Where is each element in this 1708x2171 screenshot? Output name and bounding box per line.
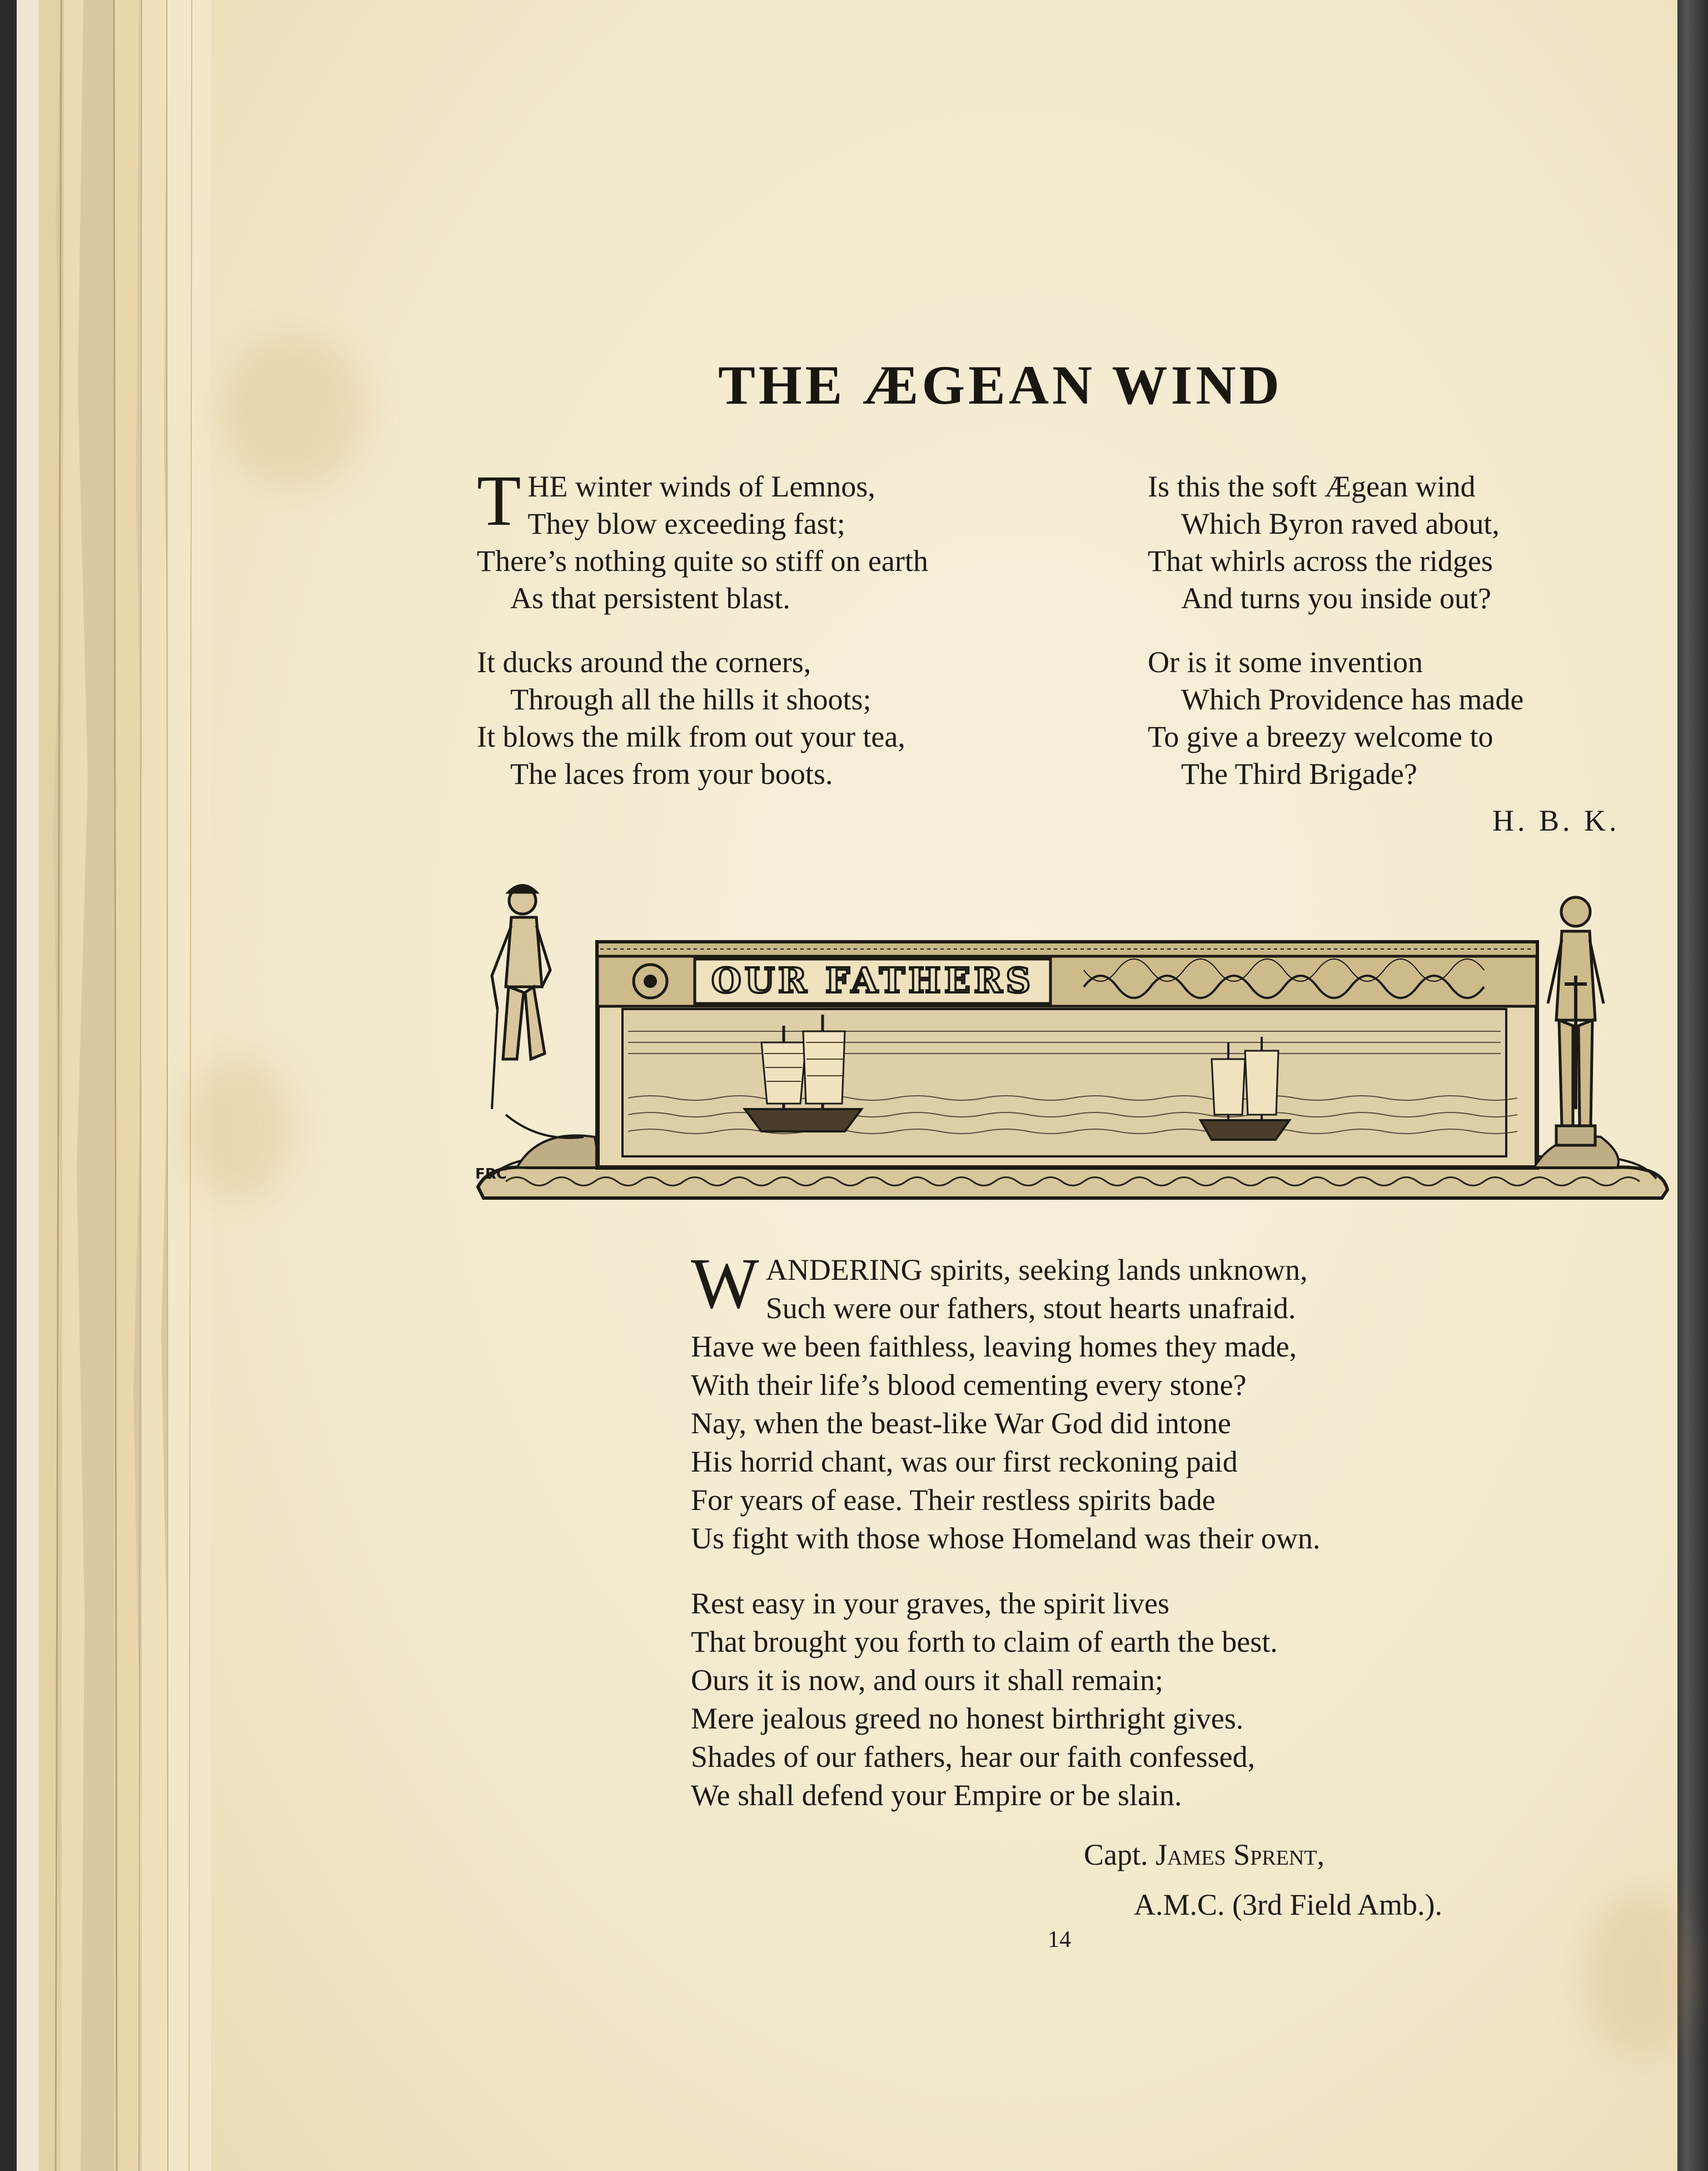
stanza <box>477 461 928 617</box>
poem-line: For years of ease. Their restless spirits bade <box>691 1483 1216 1517</box>
drop-cap: W <box>691 1244 759 1324</box>
explorer-figure-icon <box>492 886 584 1138</box>
poem-line: The Third Brigade? <box>1181 757 1417 791</box>
poem-right-column <box>1148 468 1523 819</box>
poem-line: Which Byron raved about, <box>1181 507 1500 540</box>
stanza <box>691 1584 1320 1815</box>
poem-line: Have we been faithless, leaving homes they made, <box>691 1330 1297 1363</box>
paper-stain <box>183 1056 295 1201</box>
poem-line: With their life’s blood cementing every stone? <box>691 1368 1247 1402</box>
poem-line: Nay, when the beast-like War God did intone <box>691 1407 1231 1440</box>
poem-line: Ours it is now, and ours it shall remain; <box>691 1663 1163 1697</box>
poem-line: Rest easy in your graves, the spirit lives <box>691 1587 1169 1620</box>
paper-stain <box>1584 1890 1695 2057</box>
poem-line: The laces from your boots. <box>510 757 833 791</box>
poem-line: Or is it some invention <box>1148 645 1423 679</box>
poem-author <box>1084 1837 1324 1872</box>
poem-line: His horrid chant, was our first reckoning paid <box>691 1445 1238 1478</box>
book-page-edges <box>0 0 222 2171</box>
poem-line <box>691 1251 1320 1289</box>
poem-line: Us fight with those whose Homeland was their own. <box>691 1522 1321 1555</box>
poem-line: It blows the milk from out your tea, <box>477 720 905 753</box>
artist-monogram: FRC <box>475 1166 507 1183</box>
poem-line: As that persistent blast. <box>510 582 790 615</box>
poem-line: Which Providence has made <box>1181 683 1524 716</box>
poem-line: Through all the hills it shoots; <box>510 683 872 716</box>
stanza <box>691 1244 1321 1558</box>
poem-line: Such were our fathers, stout hearts unafraid. <box>765 1291 1296 1325</box>
our-fathers-banner <box>472 876 1673 1209</box>
poem-line: That whirls across the ridges <box>1148 544 1493 578</box>
page-number: 14 <box>1048 1927 1071 1953</box>
poem-line: Shades of our fathers, hear our faith confessed, <box>691 1740 1256 1773</box>
poem-line: It ducks around the corners, <box>477 645 811 679</box>
poem-line: To give a breezy welcome to <box>1148 720 1493 753</box>
poem-line-rest: spirits, seeking lands unknown, <box>922 1253 1308 1286</box>
page-title: THE ÆGEAN WIND <box>718 354 1283 416</box>
author-rank: Capt. <box>1084 1838 1156 1871</box>
author-name: James Sprent, <box>1156 1838 1324 1871</box>
poem-line: We shall defend your Empire or be slain. <box>691 1778 1182 1812</box>
poem-line: That brought you forth to claim of earth the best. <box>691 1625 1278 1658</box>
drop-cap: T <box>477 461 521 541</box>
poem-our-fathers <box>691 1244 1321 1841</box>
book-binding-edge <box>1677 0 1708 2171</box>
poem-first-word: ANDERING <box>765 1253 923 1286</box>
poem-author: H. B. K. <box>1492 804 1620 837</box>
stanza <box>1148 468 1523 617</box>
stanza <box>477 644 928 793</box>
poem-line: Is this the soft Ægean wind <box>1148 470 1476 503</box>
poem-line: They blow exceeding fast; <box>527 507 845 540</box>
poem-line: Mere jealous greed no honest birthright gives. <box>691 1702 1244 1735</box>
poem-line: There’s nothing quite so stiff on earth <box>477 544 928 578</box>
paper-stain <box>222 334 367 489</box>
poem-left-column <box>477 461 928 819</box>
poem-line: And turns you inside out? <box>1181 582 1491 615</box>
author-unit: A.M.C. (3rd Field Amb.). <box>1134 1888 1443 1921</box>
stanza <box>1148 644 1523 793</box>
knight-figure-icon <box>1548 897 1604 1145</box>
poem-line: HE winter winds of Lemnos, <box>527 470 875 503</box>
banner-heading: OUR FATHERS <box>711 960 1034 1001</box>
